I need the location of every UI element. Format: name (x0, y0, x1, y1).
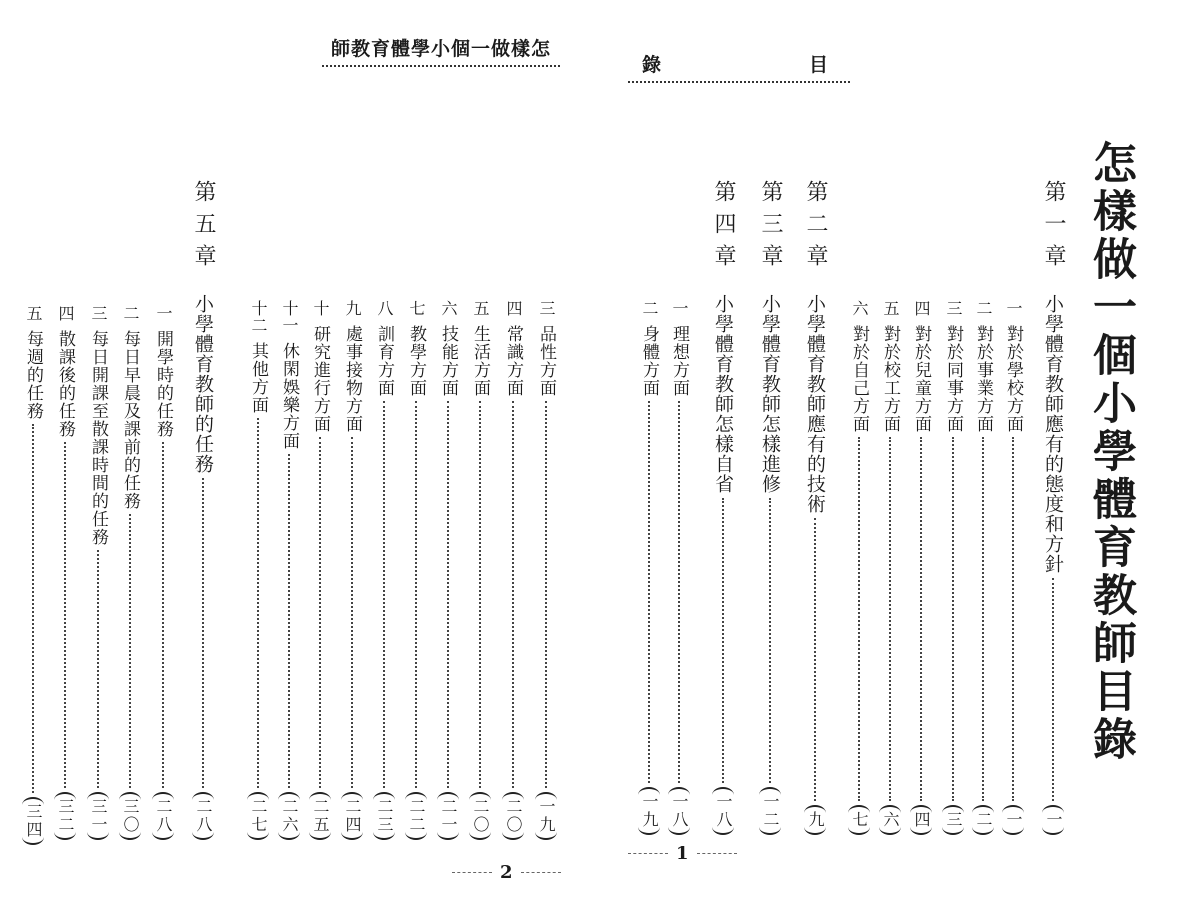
entry-number: 四 (504, 300, 523, 317)
toc-entry[interactable] (970, 300, 996, 835)
dot-leader (920, 437, 922, 801)
chapter-title: 小學體育教師怎樣進修 (759, 294, 781, 494)
page-number: 二一 (437, 792, 459, 840)
toc-chapter-1[interactable] (1040, 180, 1066, 835)
dot-leader (678, 401, 680, 783)
toc-chapter-2[interactable] (802, 180, 828, 835)
entry-title: 理想方面 (669, 325, 689, 397)
dot-leader (512, 401, 514, 788)
entry-title: 對於自己方面 (849, 325, 869, 433)
chapter-label: 第二章 (803, 180, 828, 276)
dot-leader (447, 401, 449, 788)
chapter-label: 第五章 (191, 180, 216, 276)
entry-title: 每日開課至散課時間的任務 (88, 330, 108, 546)
toc-entry[interactable] (307, 300, 333, 840)
folio-rule (628, 853, 668, 854)
toc-entry[interactable] (666, 300, 692, 835)
dot-leader (319, 437, 321, 788)
entry-number: 四 (912, 300, 931, 317)
toc-chapter-3[interactable] (757, 180, 783, 835)
chapter-label: 第三章 (758, 180, 783, 276)
toc-entry[interactable] (339, 300, 365, 840)
right-running-header (628, 50, 850, 83)
entry-title: 訓育方面 (374, 325, 394, 397)
entry-number: 八 (375, 300, 394, 317)
toc-entry[interactable] (20, 305, 46, 845)
page-number: 二七 (247, 792, 269, 840)
page-number: 二 (972, 805, 994, 835)
dot-leader (257, 418, 259, 788)
toc-entry[interactable] (500, 300, 526, 840)
entry-number: 十一 (280, 300, 299, 334)
page-number: 一 (1042, 805, 1064, 835)
entry-number: 二 (974, 300, 993, 317)
page-number: 三〇 (119, 792, 141, 840)
entry-number: 六 (439, 300, 458, 317)
page-number: 一八 (712, 787, 734, 835)
page-number: 七 (848, 805, 870, 835)
toc-entry[interactable] (877, 300, 903, 835)
entry-number: 四 (56, 305, 75, 322)
folio-rule (452, 872, 492, 873)
toc-entry[interactable] (85, 305, 111, 840)
entry-number: 一 (670, 300, 689, 317)
toc-chapter-5[interactable] (190, 180, 216, 840)
dot-leader (1052, 578, 1054, 801)
entry-title: 每日早晨及課前的任務 (120, 330, 140, 510)
entry-title: 技能方面 (438, 325, 458, 397)
dot-leader (648, 401, 650, 783)
page-number: 二四 (341, 792, 363, 840)
entry-number: 六 (850, 300, 869, 317)
page-number: 一二 (759, 787, 781, 835)
dot-leader (202, 478, 204, 788)
entry-title: 對於學校方面 (1003, 325, 1023, 433)
page-number: 三二 (54, 792, 76, 840)
entry-title: 研究進行方面 (310, 325, 330, 433)
toc-entry[interactable] (403, 300, 429, 840)
entry-number: 十 (311, 300, 330, 317)
entry-number: 五 (24, 305, 43, 322)
page-number: 一 (1002, 805, 1024, 835)
toc-entry[interactable] (245, 300, 271, 840)
page-number: 四 (910, 805, 932, 835)
entry-title: 對於兒童方面 (911, 325, 931, 433)
dot-leader (889, 437, 891, 801)
entry-title: 其他方面 (248, 342, 268, 414)
dot-leader (97, 550, 99, 788)
folio-number: 1 (676, 843, 689, 864)
dot-leader (383, 401, 385, 788)
toc-entry[interactable] (636, 300, 662, 835)
left-running-header: 師教育體學小個一做樣怎 (322, 34, 560, 67)
book-title-text: 怎樣做一個小學體育教師目錄 (1085, 140, 1136, 764)
entry-number: 五 (471, 300, 490, 317)
dot-leader (769, 498, 771, 783)
right-page-folio (628, 843, 737, 864)
dot-leader (415, 401, 417, 788)
entry-title: 生活方面 (470, 325, 490, 397)
entry-number: 一 (154, 305, 173, 322)
dot-leader (982, 437, 984, 801)
entry-title: 對於校工方面 (880, 325, 900, 433)
folio-rule (697, 853, 737, 854)
toc-entry[interactable] (908, 300, 934, 835)
chapter-label: 第一章 (1041, 180, 1066, 276)
entry-number: 三 (944, 300, 963, 317)
dot-leader (814, 518, 816, 801)
toc-entry[interactable] (150, 305, 176, 840)
entry-title: 教學方面 (406, 325, 426, 397)
dot-leader (952, 437, 954, 801)
entry-number: 九 (343, 300, 362, 317)
dot-leader (479, 401, 481, 788)
page-number: 一八 (668, 787, 690, 835)
entry-number: 七 (407, 300, 426, 317)
dot-leader (858, 437, 860, 801)
folio-rule (521, 872, 561, 873)
toc-entry[interactable] (846, 300, 872, 835)
page-number: 二〇 (502, 792, 524, 840)
entry-number: 二 (640, 300, 659, 317)
dot-leader (351, 437, 353, 788)
entry-title: 對於事業方面 (973, 325, 993, 433)
right-header-char-2: 目 (808, 54, 828, 76)
page-number: 二八 (152, 792, 174, 840)
toc-entry[interactable] (533, 300, 559, 840)
toc-entry[interactable] (1000, 300, 1026, 835)
dot-leader (722, 498, 724, 783)
page-number: 二六 (278, 792, 300, 840)
entry-number: 三 (89, 305, 108, 322)
page-number: 三四 (22, 797, 44, 845)
left-page-folio (452, 862, 561, 883)
toc-entry[interactable] (117, 305, 143, 840)
entry-title: 處事接物方面 (342, 325, 362, 433)
page-number: 三 (942, 805, 964, 835)
page-number: 二五 (309, 792, 331, 840)
chapter-title: 小學體育教師的任務 (192, 294, 214, 474)
toc-entry[interactable] (52, 305, 78, 840)
toc-entry[interactable] (467, 300, 493, 840)
entry-title: 每週的任務 (23, 330, 43, 420)
page-number: 九 (804, 805, 826, 835)
page-number: 二二 (405, 792, 427, 840)
dot-leader (162, 442, 164, 788)
page-number: 三一 (87, 792, 109, 840)
toc-chapter-4[interactable] (710, 180, 736, 835)
toc-entry[interactable] (371, 300, 397, 840)
entry-number: 十二 (249, 300, 268, 334)
page-number: 一九 (535, 792, 557, 840)
toc-entry[interactable] (276, 300, 302, 840)
folio-number: 2 (500, 862, 513, 883)
dot-leader (64, 442, 66, 788)
entry-title: 散課後的任務 (55, 330, 75, 438)
book-title (1080, 140, 1140, 764)
chapter-label: 第四章 (711, 180, 736, 276)
entry-number: 一 (1004, 300, 1023, 317)
right-header-char-1: 錄 (642, 54, 662, 76)
dot-leader (32, 424, 34, 793)
entry-title: 身體方面 (639, 325, 659, 397)
page-number: 二〇 (469, 792, 491, 840)
page-number: 六 (879, 805, 901, 835)
chapter-title: 小學體育教師應有的技術 (804, 294, 826, 514)
toc-entry[interactable] (940, 300, 966, 835)
page-number: 二八 (192, 792, 214, 840)
entry-title: 品性方面 (536, 325, 556, 397)
entry-title: 開學時的任務 (153, 330, 173, 438)
dot-leader (129, 514, 131, 788)
entry-title: 休閑娛樂方面 (279, 342, 299, 450)
entry-number: 五 (881, 300, 900, 317)
chapter-title: 小學體育教師怎樣自省 (712, 294, 734, 494)
page-number: 二三 (373, 792, 395, 840)
chapter-title: 小學體育教師應有的態度和方針 (1042, 294, 1064, 574)
page-number: 一九 (638, 787, 660, 835)
dot-leader (545, 401, 547, 788)
entry-title: 對於同事方面 (943, 325, 963, 433)
entry-number: 二 (121, 305, 140, 322)
toc-entry[interactable] (435, 300, 461, 840)
entry-title: 常識方面 (503, 325, 523, 397)
dot-leader (1012, 437, 1014, 801)
dot-leader (288, 454, 290, 788)
entry-number: 三 (537, 300, 556, 317)
